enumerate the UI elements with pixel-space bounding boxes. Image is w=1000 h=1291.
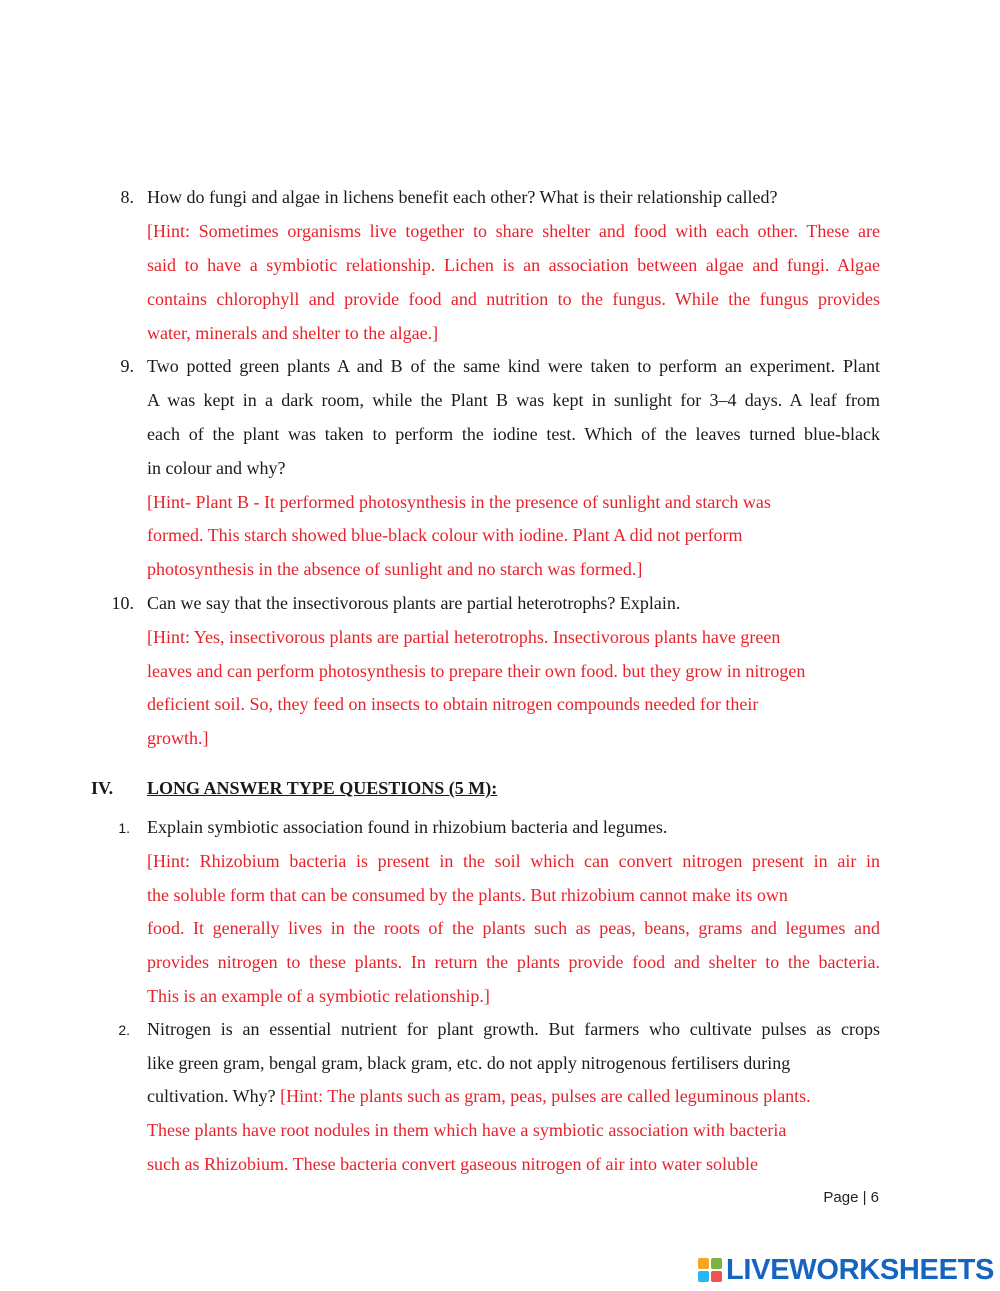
hint-text: [Hint: Rhizobium bacteria is present in the soil which can convert nitrogen present in air in [147, 851, 880, 871]
question-text: Two potted green plants A and B of the same kind were taken to perform an experiment. Plant [147, 356, 880, 376]
question-number: 9. [120, 356, 134, 376]
question-text: Nitrogen is an essential nutrient for plant growth. But farmers who cultivate pulses as crops [147, 1019, 880, 1039]
hint-text: formed. This starch showed blue-black colour with iodine. Plant A did not perform [147, 525, 743, 545]
question-number: 10. [111, 593, 134, 613]
question-text: in colour and why? [147, 458, 286, 478]
hint-text: contains chlorophyll and provide food and nutrition to the fungus. While the fungus provides [147, 289, 880, 309]
question-text: like green gram, bengal gram, black gram, etc. do not apply nitrogenous fertilisers during [147, 1053, 791, 1073]
hint-text: [Hint: The plants such as gram, peas, pulses are called leguminous plants. [280, 1086, 811, 1106]
hint-text: These plants have root nodules in them which have a symbiotic association with bacteria [147, 1120, 787, 1140]
hint-text: photosynthesis in the absence of sunlight and no starch was formed.] [147, 559, 643, 579]
hint-text: water, minerals and shelter to the algae.] [147, 323, 439, 343]
question-text: Explain symbiotic association found in rhizobium bacteria and legumes. [147, 817, 668, 837]
section-number: IV. [91, 778, 114, 798]
liveworksheets-logo-icon [698, 1258, 722, 1282]
page-number: Page | 6 [823, 1189, 879, 1206]
question-text: cultivation. Why? [147, 1086, 281, 1106]
brand-name: LIVEWORKSHEETS [726, 1253, 995, 1286]
question-text: How do fungi and algae in lichens benefit each other? What is their relationship called? [147, 187, 778, 207]
hint-text: leaves and can perform photosynthesis to prepare their own food. but they grow in nitrogen [147, 661, 806, 681]
question-number: 2. [118, 1022, 130, 1038]
hint-text: food. It generally lives in the roots of the plants such as peas, beans, grams and legumes and [147, 918, 880, 938]
question-number: 1. [118, 820, 130, 836]
hint-text: deficient soil. So, they feed on insects to obtain nitrogen compounds needed for their [147, 694, 759, 714]
hint-text: growth.] [147, 728, 209, 748]
question-number: 8. [120, 187, 134, 207]
hint-text: [Hint: Yes, insectivorous plants are partial heterotrophs. Insectivorous plants have green [147, 627, 781, 647]
hint-text: This is an example of a symbiotic relationship.] [147, 986, 490, 1006]
hint-text: provides nitrogen to these plants. In return the plants provide food and shelter to the bacteria. [147, 952, 880, 972]
hint-text: said to have a symbiotic relationship. Lichen is an association between algae and fungi. Algae [147, 255, 880, 275]
hint-text: such as Rhizobium. These bacteria convert gaseous nitrogen of air into water soluble [147, 1154, 758, 1174]
question-text: each of the plant was taken to perform the iodine test. Which of the leaves turned blue-black [147, 424, 880, 444]
mixed-question-hint-line [147, 1085, 811, 1107]
question-text: Can we say that the insectivorous plants are partial heterotrophs? Explain. [147, 593, 681, 613]
hint-text: [Hint- Plant B - It performed photosynthesis in the presence of sunlight and starch was [147, 492, 771, 512]
question-text: A was kept in a dark room, while the Plant B was kept in sunlight for 3–4 days. A leaf from [147, 390, 880, 410]
section-title: LONG ANSWER TYPE QUESTIONS (5 M): [147, 778, 498, 798]
hint-text: the soluble form that can be consumed by the plants. But rhizobium cannot make its own [147, 885, 788, 905]
hint-text: [Hint: Sometimes organisms live together to share shelter and food with each other. These are [147, 221, 880, 241]
liveworksheets-brand[interactable] [698, 1252, 994, 1288]
